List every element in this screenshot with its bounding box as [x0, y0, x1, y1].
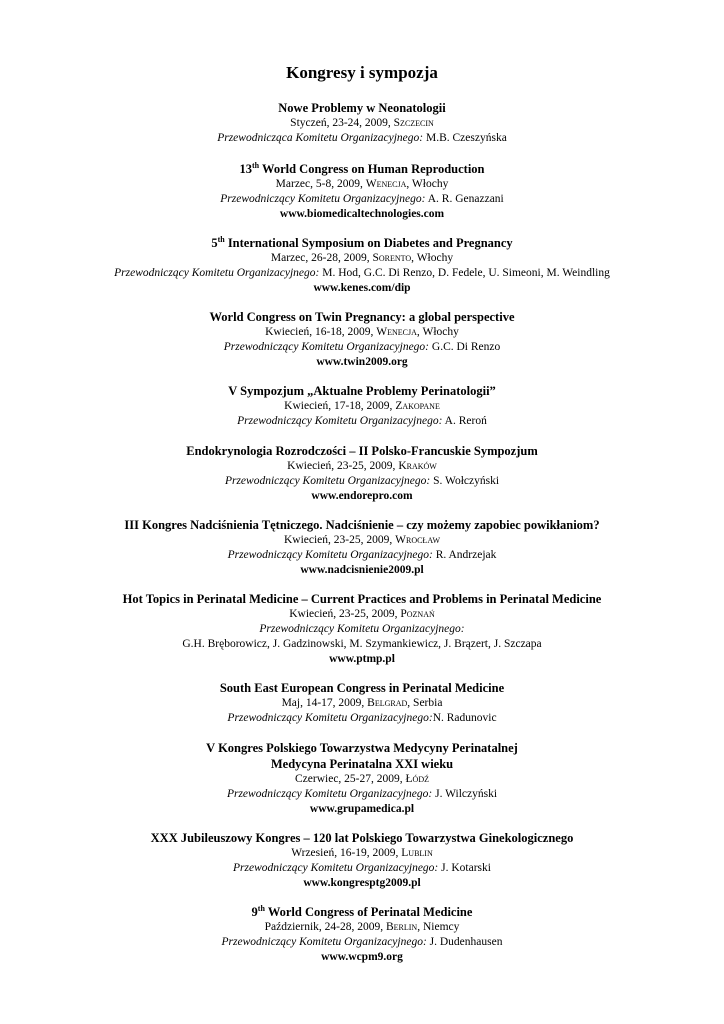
event-chair: Przewodniczący Komitetu Organizacyjnego: A. R. Genazzani — [220, 193, 504, 205]
event-chair: Przewodniczący Komitetu Organizacyjnego: J. Dudenhausen — [221, 936, 503, 948]
event-chair: Przewodniczący Komitetu Organizacyjnego: M. Hod, G.C. Di Renzo, D. Fedele, U. Simeoni, M. Weindling — [114, 267, 610, 279]
event-date-location: Czerwiec, 25-27, 2009, Łódź — [295, 773, 429, 785]
event-name: Nowe Problemy w Neonatologii — [278, 101, 446, 115]
event-chair: Przewodniczący Komitetu Organizacyjnego: G.C. Di Renzo — [223, 341, 501, 353]
event-date-location: Kwiecień, 23-25, 2009, Wrocław — [283, 534, 441, 546]
event-name: 13th World Congress on Human Reproduction — [239, 160, 485, 176]
event-date-location: Marzec, 5-8, 2009, Wenecja, Włochy — [275, 178, 449, 190]
event-block — [0, 235, 724, 296]
event-date-location: Wrzesień, 16-19, 2009, Lublin — [291, 847, 433, 859]
event-website-link[interactable]: www.ptmp.pl — [329, 653, 395, 665]
event-name: III Kongres Nadciśnienia Tętniczego. Nadciśnienie – czy możemy zapobiec powikłaniom? — [124, 518, 600, 532]
page-title: Kongresy i sympozja — [286, 63, 438, 82]
event-chair: Przewodnicząca Komitetu Organizacyjnego: M.B. Czeszyńska — [217, 132, 507, 144]
event-block — [0, 100, 724, 146]
event-website-link[interactable]: www.kongresptg2009.pl — [303, 877, 421, 889]
event-name-line2: Medycyna Perinatalna XXI wieku — [270, 757, 454, 771]
event-name: Endokrynologia Rozrodczości – II Polsko-Francuskie Sympozjum — [186, 444, 538, 458]
event-name: V Kongres Polskiego Towarzystwa Medycyny Perinatalnej — [206, 741, 518, 755]
event-block — [0, 443, 724, 504]
event-date-location: Styczeń, 23-24, 2009, Szczecin — [290, 117, 434, 129]
event-block — [0, 591, 724, 667]
event-chair: Przewodniczący Komitetu Organizacyjnego: A. Reroń — [237, 415, 487, 427]
event-block — [0, 830, 724, 891]
event-website-link[interactable]: www.wcpm9.org — [321, 951, 403, 963]
event-chair: Przewodniczący Komitetu Organizacyjnego: J. Wilczyński — [226, 788, 498, 800]
event-date-location: Kwiecień, 16-18, 2009, Wenecja, Włochy — [265, 326, 459, 338]
event-name: 9th World Congress of Perinatal Medicine — [251, 903, 473, 919]
event-website-link[interactable]: www.endorepro.com — [311, 490, 413, 502]
event-date-location: Kwiecień, 23-25, 2009, Poznań — [289, 608, 435, 620]
event-name: XXX Jubileuszowy Kongres – 120 lat Polskiego Towarzystwa Ginekologicznego — [150, 831, 574, 845]
event-chair: Przewodniczący Komitetu Organizacyjnego: J. Kotarski — [233, 862, 491, 874]
event-date-location: Marzec, 26-28, 2009, Sorento, Włochy — [270, 252, 454, 264]
event-website-link[interactable]: www.biomedicaltechnologies.com — [279, 208, 445, 220]
event-block — [0, 309, 724, 370]
event-date-location: Kwiecień, 23-25, 2009, Kraków — [287, 460, 437, 472]
event-chair: Przewodniczący Komitetu Organizacyjnego:N. Radunovic — [227, 712, 497, 724]
event-block — [0, 161, 724, 222]
event-chair-label: Przewodniczący Komitetu Organizacyjnego: — [259, 623, 465, 635]
event-block — [0, 904, 724, 965]
event-name: Hot Topics in Perinatal Medicine – Current Practices and Problems in Perinatal Medicine — [122, 592, 602, 606]
event-website-link[interactable]: www.kenes.com/dip — [313, 282, 411, 294]
event-chair: Przewodniczący Komitetu Organizacyjnego: S. Wołczyński — [224, 475, 500, 487]
event-date-location: Maj, 14-17, 2009, Belgrad, Serbia — [281, 697, 443, 709]
event-block — [0, 680, 724, 726]
event-block — [0, 383, 724, 429]
event-name: South East European Congress in Perinatal Medicine — [219, 681, 505, 695]
event-website-link[interactable]: www.nadcisnienie2009.pl — [300, 564, 424, 576]
event-website-link[interactable]: www.twin2009.org — [316, 356, 408, 368]
event-website-link[interactable]: www.grupamedica.pl — [309, 803, 415, 815]
event-date-location: Październik, 24-28, 2009, Berlin, Niemcy — [264, 921, 460, 933]
event-chair-names: G.H. Bręborowicz, J. Gadzinowski, M. Szymankiewicz, J. Brązert, J. Szczapa — [182, 638, 542, 650]
event-block — [0, 740, 724, 817]
event-block — [0, 517, 724, 578]
event-date-location: Kwiecień, 17-18, 2009, Zakopane — [284, 400, 440, 412]
event-name: World Congress on Twin Pregnancy: a global perspective — [209, 310, 515, 324]
event-name: V Sympozjum „Aktualne Problemy Perinatologii” — [228, 384, 496, 398]
event-name: 5th International Symposium on Diabetes and Pregnancy — [211, 234, 513, 250]
event-chair: Przewodniczący Komitetu Organizacyjnego: R. Andrzejak — [227, 549, 497, 561]
